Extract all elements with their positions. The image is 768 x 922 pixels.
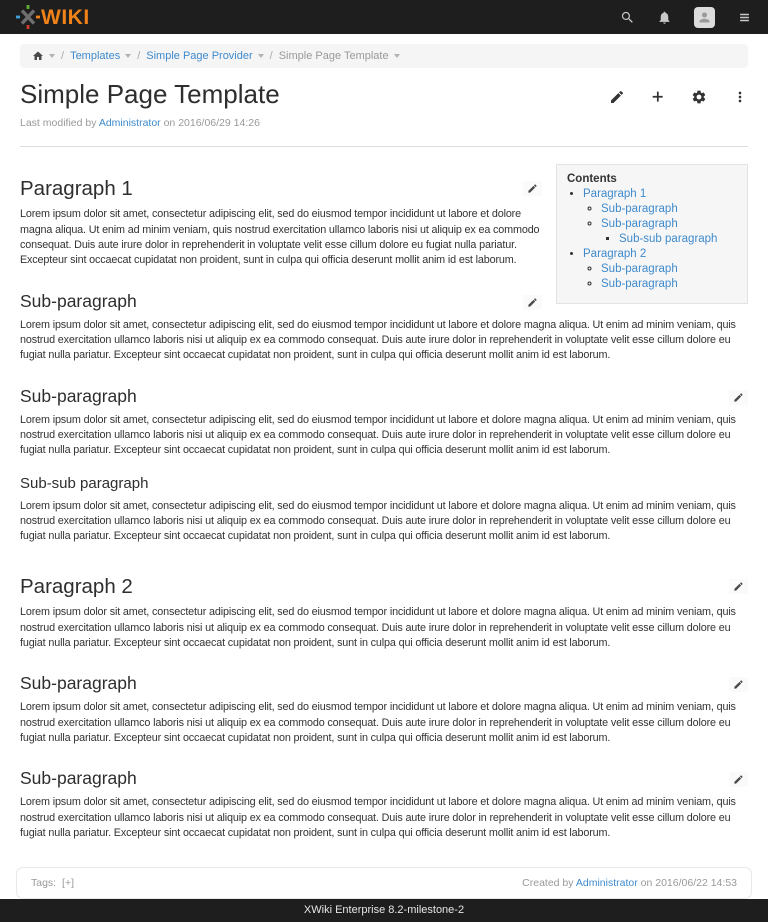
breadcrumb-link-simple-page-provider[interactable]: Simple Page Provider: [146, 50, 253, 62]
version-text: XWiki Enterprise 8.2-milestone-2: [303, 904, 465, 917]
gear-icon: [691, 89, 707, 105]
toc-link-sub-paragraph[interactable]: Sub-paragraph: [601, 217, 678, 230]
section-paragraph: Lorem ipsum dolor sit amet, consectetur adipiscing elit, sed do eiusmod tempor incididunt ut labore et dolore magna aliqua. Ut enim ad minim veniam, quis nostrud exercitation ullamco laboris nisi ut aliquip ex ea commodo consequat. Duis aute irure dolor in reprehenderit in voluptate velit esse cillum dolore eu fugiat nulla pariatur. Excepteur sint occaecat cupidatat non proident, sunt in culpa qui officia deserunt mollit anim id est laborum.: [20, 701, 736, 744]
edit-page-button[interactable]: [609, 89, 625, 105]
breadcrumb-home-caret-icon[interactable]: [49, 54, 55, 58]
breadcrumb-caret-icon[interactable]: [394, 54, 400, 58]
notifications-bell-icon[interactable]: [657, 10, 672, 25]
pencil-icon: [527, 183, 538, 194]
plus-icon: [650, 89, 666, 105]
table-of-contents: [556, 164, 748, 304]
add-tag-button[interactable]: [+]: [62, 877, 74, 890]
page-title: Simple Page Template: [20, 79, 280, 109]
section-paragraph: Lorem ipsum dolor sit amet, consectetur adipiscing elit, sed do eiusmod tempor incididunt ut labore et dolore magna aliqua. Ut enim ad minim veniam, quis nostrud exercitation ullamco laboris nisi ut aliquip ex ea commodo consequat. Duis aute irure dolor in reprehenderit in voluptate velit esse cillum dolore eu fugiat nulla pariatur. Excepteur sint occaecat cupidatat non proident, sunt in culpa qui officia deserunt mollit anim id est laborum.: [20, 413, 736, 457]
more-actions-button[interactable]: [732, 89, 748, 105]
pencil-icon: [733, 679, 744, 690]
search-icon[interactable]: [620, 10, 635, 25]
created-info: Created by Administrator on 2016/06/22 14:53: [522, 877, 737, 890]
section-edit-button[interactable]: [523, 295, 542, 310]
breadcrumb-separator: /: [137, 50, 141, 62]
section-heading: Sub-paragraph: [20, 291, 748, 312]
section-heading: Sub-sub paragraph: [20, 474, 149, 492]
toc-link-sub-paragraph[interactable]: Sub-paragraph: [601, 262, 678, 275]
section-edit-button[interactable]: [729, 677, 748, 692]
user-avatar[interactable]: [694, 7, 715, 28]
version-bar: [0, 899, 768, 922]
pencil-icon: [733, 774, 744, 785]
pencil-icon: [733, 392, 744, 403]
breadcrumb-caret-icon[interactable]: [125, 54, 131, 58]
create-page-button[interactable]: [650, 89, 666, 105]
section-heading: Sub-paragraph: [20, 386, 748, 407]
breadcrumb-home-icon[interactable]: [32, 50, 44, 62]
xwiki-logo-text: WIKI: [41, 5, 90, 29]
section-edit-button[interactable]: [729, 579, 748, 594]
page-action-bar: [609, 80, 748, 105]
created-user-link[interactable]: Administrator: [575, 877, 638, 890]
section-paragraph: Lorem ipsum dolor sit amet, consectetur adipiscing elit, sed do eiusmod tempor incididunt ut labore et dolore magna aliqua. Ut enim ad minim veniam, quis nostrud exercitation ullamco laboris nisi ut aliquip ex ea commodo consequat. Duis aute irure dolor in reprehenderit in voluptate velit esse cillum dolore eu fugiat nulla pariatur. Excepteur sint occaecat cupidatat non proident, sunt in culpa qui officia deserunt mollit anim id est laborum.: [20, 208, 540, 267]
tags-area: [31, 877, 74, 889]
xwiki-logo[interactable]: [16, 5, 90, 29]
pencil-icon: [609, 89, 625, 105]
top-navbar: [0, 0, 768, 34]
toc-link-sub-paragraph[interactable]: Sub-paragraph: [601, 277, 678, 290]
xwiki-x-icon: [16, 5, 40, 29]
pencil-icon: [527, 297, 538, 308]
section-heading: Sub-paragraph: [20, 673, 748, 694]
tags-label: Tags:: [31, 877, 57, 890]
avatar-person-icon: [697, 10, 712, 25]
breadcrumb-separator: /: [269, 50, 273, 62]
section-edit-button[interactable]: [523, 181, 542, 196]
toc-link-paragraph-1[interactable]: Paragraph 1: [583, 187, 647, 200]
breadcrumb-separator: /: [61, 50, 65, 62]
section-edit-button[interactable]: [729, 772, 748, 787]
admin-settings-button[interactable]: [691, 89, 707, 105]
section-paragraph: Lorem ipsum dolor sit amet, consectetur adipiscing elit, sed do eiusmod tempor incididunt ut labore et dolore magna aliqua. Ut enim ad minim veniam, quis nostrud exercitation ullamco laboris nisi ut aliquip ex ea commodo consequat. Duis aute irure dolor in reprehenderit in voluptate velit esse cillum dolore eu fugiat nulla pariatur. Excepteur sint occaecat cupidatat non proident, sunt in culpa qui officia deserunt mollit anim id est laborum.: [20, 796, 736, 839]
toc-link-sub-sub-paragraph[interactable]: Sub-sub paragraph: [619, 232, 718, 245]
pencil-icon: [733, 581, 744, 592]
breadcrumb-link-templates[interactable]: Templates: [70, 50, 121, 62]
toc-link-sub-paragraph[interactable]: Sub-paragraph: [601, 202, 678, 215]
hamburger-menu-icon[interactable]: [737, 10, 752, 25]
toc-link-paragraph-2[interactable]: Paragraph 2: [583, 247, 647, 260]
breadcrumb-caret-icon[interactable]: [258, 54, 264, 58]
breadcrumb: [20, 44, 748, 68]
modified-user-link[interactable]: Administrator: [98, 116, 161, 129]
doc-footer: [16, 867, 752, 899]
section-paragraph: Lorem ipsum dolor sit amet, consectetur adipiscing elit, sed do eiusmod tempor incididunt ut labore et dolore magna aliqua. Ut enim ad minim veniam, quis nostrud exercitation ullamco laboris nisi ut aliquip ex ea commodo consequat. Duis aute irure dolor in reprehenderit in voluptate velit esse cillum dolore eu fugiat nulla pariatur. Excepteur sint occaecat cupidatat non proident, sunt in culpa qui officia deserunt mollit anim id est laborum.: [20, 606, 736, 649]
toc-title: Contents: [567, 172, 617, 185]
section-heading: Paragraph 2: [20, 575, 748, 600]
section-heading: Sub-paragraph: [20, 768, 748, 789]
breadcrumb-current-page: Simple Page Template: [278, 50, 389, 62]
section-paragraph: Lorem ipsum dolor sit amet, consectetur adipiscing elit, sed do eiusmod tempor incididunt ut labore et dolore magna aliqua. Ut enim ad minim veniam, quis nostrud exercitation ullamco laboris nisi ut aliquip ex ea commodo consequat. Duis aute irure dolor in reprehenderit in voluptate velit esse cillum dolore eu fugiat nulla pariatur. Excepteur sint occaecat cupidatat non proident, sunt in culpa qui officia deserunt mollit anim id est laborum.: [20, 499, 736, 543]
section-edit-button[interactable]: [729, 390, 748, 405]
doc-modified-info: Last modified by Administrator on 2016/06/29 14:26: [20, 116, 260, 129]
section-paragraph: Lorem ipsum dolor sit amet, consectetur adipiscing elit, sed do eiusmod tempor incididunt ut labore et dolore magna aliqua. Ut enim ad minim veniam, quis nostrud exercitation ullamco laboris nisi ut aliquip ex ea commodo consequat. Duis aute irure dolor in reprehenderit in voluptate velit esse cillum dolore eu fugiat nulla pariatur. Excepteur sint occaecat cupidatat non proident, sunt in culpa qui officia deserunt mollit anim id est laborum.: [20, 318, 736, 362]
kebab-menu-icon: [732, 89, 748, 105]
document-content: [0, 147, 768, 851]
section-heading: Paragraph 1: [20, 177, 748, 202]
